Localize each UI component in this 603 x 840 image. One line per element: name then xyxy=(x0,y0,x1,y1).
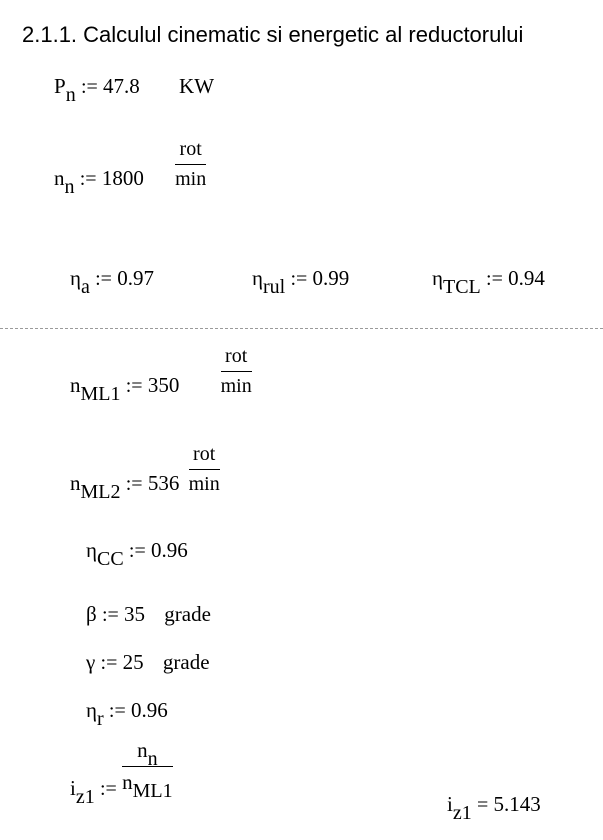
equation-eta-cc xyxy=(86,538,188,570)
eq-symbol: n xyxy=(54,166,65,191)
unit-denominator: min xyxy=(188,473,220,495)
eq-subscript: TCL xyxy=(442,276,481,298)
equation-ratio-iz1 xyxy=(70,738,173,809)
assign-operator: := xyxy=(125,473,143,496)
eq-symbol: η xyxy=(252,266,263,290)
assign-operator: := xyxy=(79,168,97,191)
assign-operator: := xyxy=(101,604,119,626)
equals-operator: = xyxy=(476,794,489,816)
eq-symbol: γ xyxy=(86,650,96,674)
region-divider xyxy=(0,328,603,329)
eq-value: 25 xyxy=(122,650,144,674)
eq-symbol: i xyxy=(70,776,76,801)
equation-eta-tcl xyxy=(432,266,545,298)
equation-speed xyxy=(54,138,207,199)
eq-symbol: η xyxy=(86,698,97,722)
equation-speed-ml2 xyxy=(70,443,220,504)
eq-symbol: i xyxy=(447,792,453,816)
eq-subscript: z1 xyxy=(452,802,472,824)
eq-value: 35 xyxy=(124,602,146,626)
result-value: 5.143 xyxy=(493,792,541,816)
equation-eta-rul xyxy=(252,266,350,298)
unit-numerator: rot xyxy=(179,138,202,160)
eq-subscript: z1 xyxy=(75,786,95,809)
eq-value: 1800 xyxy=(101,166,144,191)
eq-value: 0.96 xyxy=(151,538,188,562)
equation-power xyxy=(54,74,215,106)
eq-unit: KW xyxy=(179,74,215,98)
eq-subscript: n xyxy=(64,176,75,199)
eq-subscript: r xyxy=(96,708,104,730)
eq-value: 0.97 xyxy=(117,266,154,290)
eq-subscript: ML1 xyxy=(80,383,121,406)
ratio-fraction xyxy=(122,738,173,802)
eq-unit-fraction xyxy=(189,443,220,496)
eq-symbol: β xyxy=(86,602,97,626)
fraction-numerator xyxy=(135,738,160,770)
eq-value: 0.94 xyxy=(508,266,545,290)
eq-symbol: η xyxy=(432,266,443,290)
unit-numerator: rot xyxy=(225,345,248,367)
assign-operator: := xyxy=(100,652,118,674)
eq-symbol: n xyxy=(70,471,81,496)
eq-subscript: CC xyxy=(96,548,124,570)
assign-operator: := xyxy=(80,76,98,98)
eq-value: 350 xyxy=(147,373,180,398)
den-subscript: ML1 xyxy=(132,780,173,802)
section-title: 2.1.1. Calculul cinematic si energetic al reductorului xyxy=(22,22,524,47)
eq-symbol: n xyxy=(70,373,81,398)
eq-unit-fraction xyxy=(175,138,206,191)
eq-symbol: η xyxy=(86,538,97,562)
equation-speed-ml1 xyxy=(70,345,252,406)
unit-denominator: min xyxy=(220,375,252,397)
eq-subscript: rul xyxy=(262,276,286,298)
result-iz1 xyxy=(447,792,541,824)
den-symbol: n xyxy=(122,770,133,794)
assign-operator: := xyxy=(128,540,146,562)
fraction-denominator xyxy=(122,767,173,802)
assign-operator: := xyxy=(108,700,126,722)
eq-symbol: P xyxy=(54,74,66,98)
eq-subscript: n xyxy=(65,84,76,106)
eq-unit: grade xyxy=(164,602,211,626)
num-subscript: n xyxy=(147,748,158,770)
assign-operator: := xyxy=(486,268,503,290)
eq-subscript: ML2 xyxy=(80,481,121,504)
num-symbol: n xyxy=(137,738,148,762)
eq-value: 0.99 xyxy=(312,266,350,290)
eq-subscript: a xyxy=(80,276,90,298)
eq-value: 536 xyxy=(147,471,180,496)
eq-unit-fraction xyxy=(221,345,252,398)
assign-operator: := xyxy=(290,268,308,290)
assign-operator: := xyxy=(99,778,117,801)
unit-numerator: rot xyxy=(193,443,216,465)
unit-denominator: min xyxy=(175,168,207,190)
eq-value: 47.8 xyxy=(103,74,140,98)
equation-eta-r xyxy=(86,698,168,730)
eq-unit: grade xyxy=(162,650,210,674)
eq-symbol: η xyxy=(70,266,81,290)
equation-beta xyxy=(86,602,211,627)
assign-operator: := xyxy=(95,268,112,290)
assign-operator: := xyxy=(125,375,143,398)
equation-eta-a xyxy=(70,266,154,298)
equation-gamma xyxy=(86,650,210,675)
eq-value: 0.96 xyxy=(131,698,168,722)
